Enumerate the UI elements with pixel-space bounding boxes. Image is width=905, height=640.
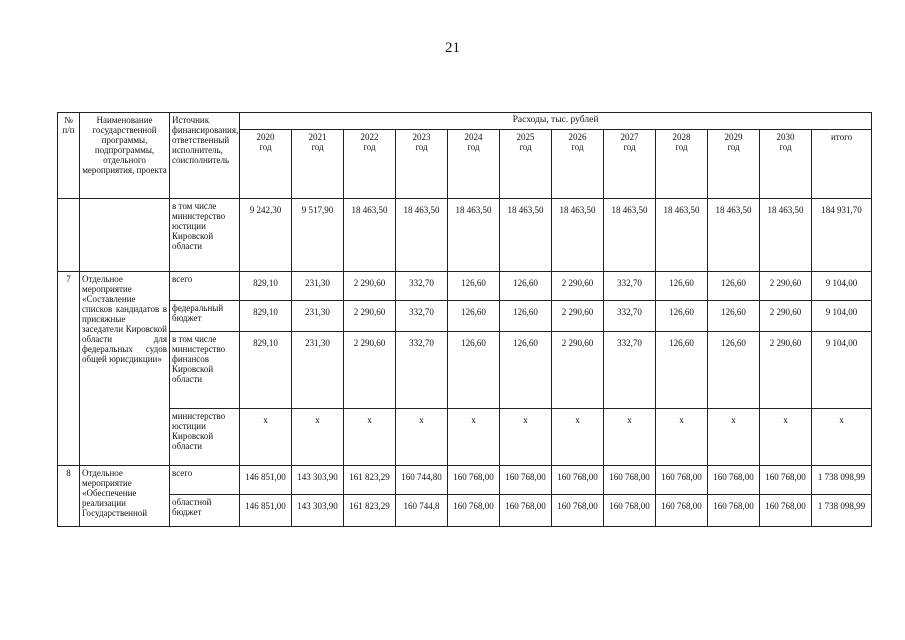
cell-value: 2 290,60	[344, 272, 396, 301]
header-year: 2027 год	[604, 130, 656, 199]
cell-name: Отдельное мероприятие «Обеспечение реализации Государственной	[80, 466, 170, 527]
cell-value: 332,70	[396, 272, 448, 301]
header-total: итого	[812, 130, 872, 199]
cell-value: 332,70	[396, 301, 448, 332]
cell-value: 126,60	[500, 272, 552, 301]
table-row	[58, 301, 872, 332]
cell-value: 2 290,60	[760, 301, 812, 332]
cell-value: 126,60	[708, 272, 760, 301]
cell-value: x	[500, 409, 552, 466]
cell-source: федеральный бюджет	[170, 301, 240, 332]
cell-value: 18 463,50	[552, 199, 604, 272]
cell-value: 2 290,60	[760, 332, 812, 409]
cell-value: x	[708, 409, 760, 466]
cell-value: 126,60	[448, 272, 500, 301]
cell-num	[58, 199, 80, 272]
cell-value: x	[240, 409, 292, 466]
cell-source: всего	[170, 466, 240, 495]
cell-value: 160 768,00	[604, 495, 656, 527]
cell-value: 18 463,50	[604, 199, 656, 272]
cell-value: 126,60	[708, 301, 760, 332]
cell-value: 160 768,00	[656, 495, 708, 527]
cell-value: 829,10	[240, 301, 292, 332]
header-year: 2030 год	[760, 130, 812, 199]
table-row	[58, 409, 872, 466]
expenses-table	[57, 112, 872, 527]
cell-value: 18 463,50	[656, 199, 708, 272]
cell-value: 160 768,00	[708, 495, 760, 527]
cell-value: 126,60	[448, 332, 500, 409]
header-expenses: Расходы, тыс. рублей	[240, 113, 872, 130]
header-year: 2029 год	[708, 130, 760, 199]
cell-value: x	[656, 409, 708, 466]
header-row	[58, 113, 872, 130]
cell-value: 332,70	[604, 301, 656, 332]
cell-value: 829,10	[240, 272, 292, 301]
cell-value: 146 851,00	[240, 495, 292, 527]
cell-value: 160 768,00	[552, 495, 604, 527]
cell-value: 126,60	[656, 332, 708, 409]
cell-source: в том числе министерство юстиции Кировской области	[170, 199, 240, 272]
cell-value: 160 768,00	[448, 466, 500, 495]
cell-value: 126,60	[656, 301, 708, 332]
cell-value: 160 768,00	[500, 466, 552, 495]
cell-total: 184 931,70	[812, 199, 872, 272]
cell-value: 231,30	[292, 272, 344, 301]
cell-value: 146 851,00	[240, 466, 292, 495]
cell-value: 18 463,50	[760, 199, 812, 272]
cell-value: 332,70	[396, 332, 448, 409]
cell-value: 18 463,50	[708, 199, 760, 272]
cell-value: 231,30	[292, 301, 344, 332]
header-year: 2023 год	[396, 130, 448, 199]
cell-value: 2 290,60	[552, 272, 604, 301]
cell-value: 160 768,00	[604, 466, 656, 495]
cell-value: 160 768,00	[448, 495, 500, 527]
cell-total: 9 104,00	[812, 332, 872, 409]
cell-value: 126,60	[708, 332, 760, 409]
cell-value: x	[396, 409, 448, 466]
table-row	[58, 466, 872, 495]
cell-value: 143 303,90	[292, 466, 344, 495]
cell-value: 9 517,90	[292, 199, 344, 272]
header-year: 2020 год	[240, 130, 292, 199]
cell-value: 160 744,80	[396, 466, 448, 495]
cell-value: 2 290,60	[552, 332, 604, 409]
cell-value: x	[604, 409, 656, 466]
table-row	[58, 272, 872, 301]
cell-value: 160 768,00	[708, 466, 760, 495]
header-name: Наименование государственной программы, подпрограммы, отдельного мероприятия, проекта	[80, 113, 170, 199]
cell-value: 18 463,50	[500, 199, 552, 272]
cell-value: 161 823,29	[344, 466, 396, 495]
cell-value: x	[760, 409, 812, 466]
cell-value: 160 768,00	[656, 466, 708, 495]
cell-value: 332,70	[604, 272, 656, 301]
cell-value: 126,60	[500, 301, 552, 332]
cell-value: 18 463,50	[448, 199, 500, 272]
cell-total: x	[812, 409, 872, 466]
cell-value: x	[292, 409, 344, 466]
cell-value: 2 290,60	[344, 301, 396, 332]
cell-value: 160 768,00	[500, 495, 552, 527]
cell-source: областной бюджет	[170, 495, 240, 527]
cell-num: 7	[58, 272, 80, 466]
cell-value: 160 768,00	[552, 466, 604, 495]
cell-total: 9 104,00	[812, 272, 872, 301]
table-row	[58, 332, 872, 409]
cell-value: 161 823,29	[344, 495, 396, 527]
header-source: Источник финансирования, ответственный исполнитель, соисполнитель	[170, 113, 240, 199]
cell-name	[80, 199, 170, 272]
cell-value: x	[344, 409, 396, 466]
header-num: № п/п	[58, 113, 80, 199]
cell-total: 9 104,00	[812, 301, 872, 332]
cell-total: 1 738 098,99	[812, 495, 872, 527]
cell-value: 126,60	[500, 332, 552, 409]
cell-value: 231,30	[292, 332, 344, 409]
cell-value: 126,60	[448, 301, 500, 332]
cell-value: x	[448, 409, 500, 466]
cell-value: 2 290,60	[760, 272, 812, 301]
table-row	[58, 495, 872, 527]
cell-value: x	[552, 409, 604, 466]
cell-value: 18 463,50	[344, 199, 396, 272]
cell-total: 1 738 098,99	[812, 466, 872, 495]
header-year: 2022 год	[344, 130, 396, 199]
cell-value: 9 242,30	[240, 199, 292, 272]
cell-num: 8	[58, 466, 80, 527]
cell-value: 126,60	[656, 272, 708, 301]
cell-value: 2 290,60	[552, 301, 604, 332]
cell-value: 332,70	[604, 332, 656, 409]
header-year: 2026 год	[552, 130, 604, 199]
cell-value: 160 744,8	[396, 495, 448, 527]
cell-value: 160 768,00	[760, 495, 812, 527]
header-year: 2028 год	[656, 130, 708, 199]
header-year: 2021 год	[292, 130, 344, 199]
cell-name: Отдельное мероприятие «Составление списков кандидатов в присяжные заседатели Кировской области для федеральных судов общей юрисдикции»	[80, 272, 170, 466]
cell-value: 2 290,60	[344, 332, 396, 409]
cell-value: 160 768,00	[760, 466, 812, 495]
table-row	[58, 199, 872, 272]
cell-value: 18 463,50	[396, 199, 448, 272]
header-year: 2024 год	[448, 130, 500, 199]
cell-value: 829,10	[240, 332, 292, 409]
cell-value: 143 303,90	[292, 495, 344, 527]
cell-source: министерство юстиции Кировской области	[170, 409, 240, 466]
page-number: 21	[445, 40, 460, 56]
cell-source: в том числе министерство финансов Кировской области	[170, 332, 240, 409]
header-year: 2025 год	[500, 130, 552, 199]
cell-source: всего	[170, 272, 240, 301]
